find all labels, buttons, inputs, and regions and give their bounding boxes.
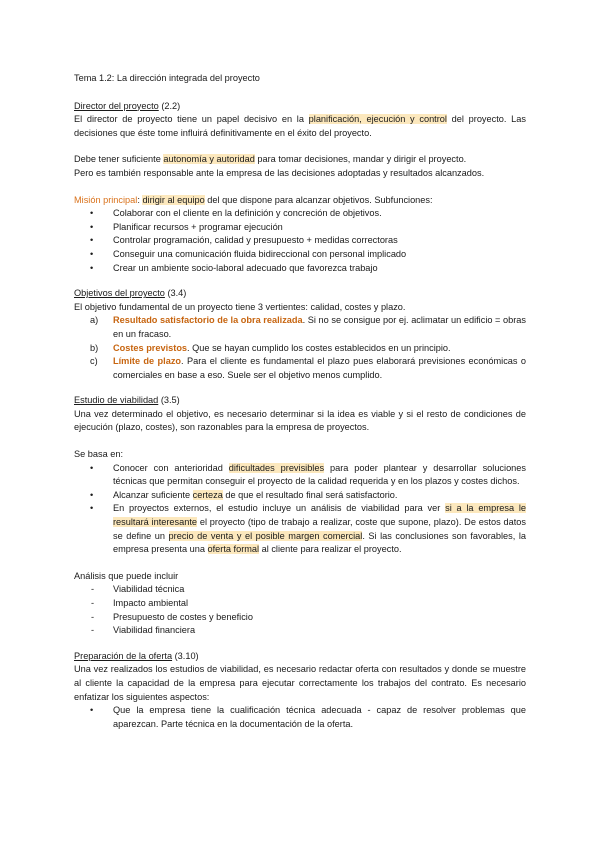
paragraph: Una vez realizados los estudios de viabilidad, es necesario redactar oferta con resultados y donde se muestre al cliente la capacidad de la empresa para ejecutar correctamente los trabajos del contrato. Es necesario enfatizar los siguientes aspectos: xyxy=(74,664,526,702)
text-run: . Si las conclusiones son favorables, la empresa presenta una xyxy=(113,530,526,555)
objectives-list xyxy=(74,314,526,382)
highlighted-text: planificación, ejecución y control xyxy=(308,114,447,125)
heading-text: Preparación de la oferta xyxy=(74,650,173,661)
highlighted-text: dirigir al equipo xyxy=(142,194,205,205)
section-heading xyxy=(74,100,526,114)
list-item: • Conseguir una comunicación fluida bidireccional con personal implicado xyxy=(74,248,526,262)
mision-line xyxy=(74,194,526,208)
list-item xyxy=(74,342,526,356)
basis-list xyxy=(74,462,526,557)
heading-text: Objetivos del proyecto xyxy=(74,288,165,299)
paragraph: Una vez determinado el objetivo, es necesario determinar si la idea es viable y si el resto de condiciones de ejecución (plazo, costes), son razonables para la empresa de proyectos. xyxy=(74,408,526,433)
heading-ref: (2.2) xyxy=(158,100,181,111)
highlighted-text: precio de venta y el posible margen comercial xyxy=(168,530,363,541)
section-heading xyxy=(74,287,526,301)
list-item: - Presupuesto de costes y beneficio xyxy=(74,611,526,625)
heading-ref: (3.5) xyxy=(158,395,180,406)
list-item: - Viabilidad técnica xyxy=(74,583,526,597)
subfunction-list xyxy=(74,207,526,275)
text-run: al cliente para realizar el proyecto. xyxy=(259,544,402,555)
heading-ref: (3.4) xyxy=(164,288,187,299)
section-viabilidad xyxy=(74,394,526,638)
paragraph: Pero es también responsable ante la empresa de las decisiones adoptadas y resultados alcanzados. xyxy=(74,167,485,178)
list-item: • Planificar recursos + programar ejecución xyxy=(74,221,526,235)
section-heading xyxy=(74,394,526,408)
mision-label: Misión principal xyxy=(74,194,138,205)
highlighted-text: dificultades previsibles xyxy=(228,462,325,473)
page-content xyxy=(74,72,526,731)
list-item: - Viabilidad financiera xyxy=(74,624,526,638)
heading-ref: (3.10) xyxy=(172,650,199,661)
text-run: del que dispone para alcanzar objetivos. Subfunciones: xyxy=(204,194,433,205)
list-item xyxy=(74,489,526,503)
paragraph xyxy=(74,153,526,167)
list-item xyxy=(74,314,526,341)
text-run: para tomar decisiones, mandar y dirigir el proyecto. xyxy=(254,154,467,165)
list-item xyxy=(74,355,526,382)
analysis-list xyxy=(74,583,526,637)
text-run: Debe tener suficiente xyxy=(74,154,164,165)
text-run: Conocer con anterioridad xyxy=(113,462,229,473)
text-run: . Para el cliente es fundamental el plazo pues elaborará previsiones económicas o comerciales en base a eso. Suele ser el objetivo menos cumplido. xyxy=(113,356,526,380)
highlighted-text: oferta formal xyxy=(207,544,260,555)
list-item xyxy=(74,462,526,489)
highlighted-text: autonomía y autoridad xyxy=(163,154,255,165)
text-run: para poder plantear y desarrollar soluciones técnicas que permitan conseguir el proyecto de la calidad requerida y en los plazos y costes dichos. xyxy=(113,462,526,487)
objective-label: Resultado satisfactorio de la obra realizada xyxy=(113,315,303,326)
text-run: . Si no se consigue por ej. aclimatar un edificio = obras en un fracaso. xyxy=(113,315,526,339)
text-run: En proyectos externos, el estudio incluye un análisis de viabilidad para ver xyxy=(113,503,446,514)
list-marker: c) xyxy=(90,356,98,367)
list-item: • Controlar programación, calidad y presupuesto + medidas correctoras xyxy=(74,234,526,248)
paragraph: Se basa en: xyxy=(74,449,124,460)
text-run: El director de proyecto tiene un papel decisivo en la xyxy=(74,114,309,125)
section-heading xyxy=(74,650,526,664)
list-item: • Colaborar con el cliente en la definición y concreción de objetivos. xyxy=(74,207,526,221)
list-marker: b) xyxy=(90,342,99,353)
offer-list xyxy=(74,704,526,731)
highlighted-text: si a la empresa le resultará interesante xyxy=(113,503,526,528)
list-item: - Impacto ambiental xyxy=(74,597,526,611)
heading-text: Director del proyecto xyxy=(74,100,159,111)
heading-text: Estudio de viabilidad xyxy=(74,395,159,406)
section-oferta xyxy=(74,650,526,732)
document-title: Tema 1.2: La dirección integrada del proyecto xyxy=(74,73,260,83)
paragraph xyxy=(74,113,526,140)
list-item: • Crear un ambiente socio-laboral adecuado que favorezca trabajo xyxy=(74,262,526,276)
list-marker: a) xyxy=(90,315,99,326)
paragraph: Análisis que puede incluir xyxy=(74,570,179,581)
text-run: del proyecto. Las decisiones que éste tome influirá definitivamente en el éxito del proyecto. xyxy=(74,114,526,138)
text-run: : xyxy=(137,194,143,205)
list-item: • Que la empresa tiene la cualificación técnica adecuada - capaz de resolver problemas que aparezcan. Parte técnica en la documentación de la oferta. xyxy=(74,704,526,731)
text-run: el proyecto (tipo de trabajo a realizar, coste que supone, plazo). De estos datos se define un xyxy=(113,517,526,541)
text-run: . Que se hayan cumplido los costes establecidos en un principio. xyxy=(187,342,451,353)
paragraph: El objetivo fundamental de un proyecto tiene 3 vertientes: calidad, costes y plazo. xyxy=(74,301,406,312)
objective-label: Límite de plazo xyxy=(113,356,182,367)
highlighted-text: certeza xyxy=(192,489,223,500)
section-director xyxy=(74,100,526,276)
text-run: de que el resultado final será satisfactorio. xyxy=(222,489,398,500)
objective-label: Costes previstos xyxy=(113,342,188,353)
list-item xyxy=(74,502,526,556)
section-objetivos xyxy=(74,287,526,382)
text-run: Alcanzar suficiente xyxy=(113,489,193,500)
